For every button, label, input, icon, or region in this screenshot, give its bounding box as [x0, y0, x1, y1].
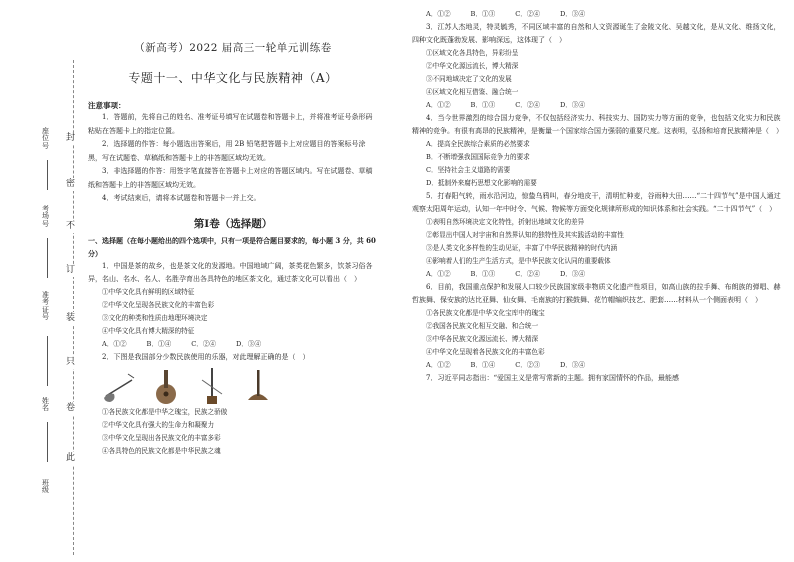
- exam-title: （新高考）2022 届高三一轮单元训练卷: [134, 42, 332, 54]
- erhu-instrument-image: [194, 366, 230, 406]
- choice: D．③④: [560, 101, 586, 109]
- choice: D．③④: [560, 10, 586, 18]
- pipa-instrument-image: [148, 366, 184, 406]
- question-5-choices: [412, 268, 782, 281]
- choice: B．①③: [470, 10, 496, 18]
- fill-line: [47, 160, 48, 190]
- choice: A．①②: [426, 361, 451, 369]
- left-column: [88, 8, 378, 458]
- choice: C．②④: [515, 101, 541, 109]
- choice: D．③④: [236, 339, 262, 348]
- choice: D．③④: [560, 361, 586, 369]
- question-4-option: A．提高全民族综合素质的必然要求: [426, 140, 530, 148]
- question-2-option: ②中华文化具有强大的生命力和凝聚力: [102, 420, 215, 429]
- question-3-choices: [412, 99, 782, 112]
- choice: B．①③: [470, 270, 496, 278]
- seal-word: 封: [66, 133, 76, 143]
- question-5-option: ②彰显出中国人对宇宙和自然界认知的独特性及其实践活动的丰富性: [426, 231, 624, 239]
- choice: A．①②: [426, 270, 451, 278]
- morin-khuur-instrument-image: [102, 366, 138, 406]
- choice: C．②④: [191, 339, 217, 348]
- choice: D．③④: [560, 270, 586, 278]
- field-class: 班级: [42, 479, 49, 495]
- question-5-stem: 5．打春阳气转，雨水沿河边，惊蛰乌鸦叫，春分地皮干，清明忙种麦，谷雨种大田……“二十四节气”是中国人通过观察太阳周年运动，认知一年中时令、气候、物候等方面变化规律所形成的知识体系和社会实践。“二十四节气”（ ）: [412, 192, 781, 213]
- question-4-option: B．不断增强我国国际竞争力的要求: [426, 153, 530, 161]
- question-5-option: ①表明自然环境决定文化特性，折射出地域文化的差异: [426, 218, 585, 226]
- question-3-option: ③不同地域决定了文化的发展: [426, 75, 512, 83]
- question-4-option: D．抵制外来腐朽思想文化影响的需要: [426, 179, 537, 187]
- notice-heading: 注意事项：: [88, 101, 126, 110]
- seal-word: 只: [66, 357, 76, 367]
- question-1-option: ④中华文化具有博大精深的特征: [102, 326, 195, 335]
- question-6-stem: 6．目前，我国重点保护和发展人口较少民族国家级非物质文化遗产性项目，如高山族的拉手舞、布朗族的弹唱、赫哲族舞、保安族的达比亚舞、仙女舞、毛南族的打猴鼓舞、花竹帽编织技艺、肥套……材料从一个侧面表明（ ）: [412, 283, 781, 304]
- choice: A．①②: [102, 339, 127, 348]
- seal-word: 密: [66, 179, 76, 189]
- question-2-option: ①各民族文化都是中华之瑰宝，民族之骄傲: [102, 407, 228, 416]
- fill-line: [47, 336, 48, 386]
- question-3-option: ①区域文化各具特色，异彩纷呈: [426, 49, 519, 57]
- choice: C．②④: [515, 10, 541, 18]
- seal-word: 不: [66, 221, 76, 231]
- question-3-option: ②中华文化源远流长，博大精深: [426, 62, 519, 70]
- question-2-choices: [412, 8, 782, 21]
- notice-item: 1．答题前，先将自己的姓名、准考证号填写在试题卷和答题卡上，并将准考证号条形码粘贴在答题卡上的指定位置。: [88, 113, 373, 135]
- question-2-stem: 2．下图是我国部分少数民族使用的乐器，对此理解正确的是（ ）: [102, 352, 310, 361]
- field-exam-room: 考场号: [42, 205, 49, 228]
- question-1-option: ①中华文化具有鲜明的区域特征: [102, 287, 195, 296]
- section-description: 一、选择题（在每小题给出的四个选项中，只有一项是符合题目要求的，每小题 3 分，共 60 分）: [88, 235, 376, 258]
- section-title: 第Ⅰ卷（选择题）: [193, 217, 273, 230]
- choice: B．①③: [470, 101, 496, 109]
- instrument-illustrations: [88, 366, 378, 406]
- fill-line: [47, 422, 48, 462]
- question-5-option: ③是人类文化多样性的生动见证，丰富了中华民族精神的时代内涵: [426, 244, 618, 252]
- seal-word: 卷: [66, 403, 76, 413]
- question-6-option: ②我国各民族文化相互交融、和合统一: [426, 322, 539, 330]
- choice: C．②④: [515, 270, 541, 278]
- question-6-option: ④中华文化呈现着各民族文化的丰富色彩: [426, 348, 545, 356]
- choice: B．①④: [146, 339, 172, 348]
- question-1-option: ②中华文化呈现各民族文化的丰富色彩: [102, 300, 215, 309]
- question-4-option: C．坚持社会主义道路的需要: [426, 166, 511, 174]
- notice-item: 4．考试结束后，请将本试题卷和答题卡一并上交。: [102, 194, 261, 202]
- question-3-stem: 3．江苏人杰地灵，特灵毓秀，不同区域丰富的自然和人文资源诞生了金陵文化、吴越文化，是从文化、维扬文化，四种文化既蓬勃发展、影响深远，这体现了（ ）: [412, 23, 781, 44]
- seal-word: 此: [66, 453, 76, 463]
- fill-line: [47, 238, 48, 278]
- question-6-option: ①各民族文化都是中华文化宝库中的瑰宝: [426, 309, 545, 317]
- choice: A．①②: [426, 10, 451, 18]
- notice-item: 2．选择题的作答：每小题选出答案后，用 2B 铅笔把答题卡上对应题目的答案标号涂黑，写在试题卷、草稿纸和答题卡上的非答题区域均无效。: [88, 140, 366, 162]
- choice: A．①②: [426, 101, 451, 109]
- choice: B．①④: [470, 361, 496, 369]
- question-4-stem: 4．当今世界激烈的综合国力竞争，不仅包括经济实力、科技实力、国防实力等方面的竞争，也包括文化实力和民族精神的竞争。有很有高昂的民族精神，是衡量一个国家综合国力强弱的重要尺度。这表明，弘扬和培育民族精神是（ ）: [412, 114, 783, 135]
- exam-subtitle: 专题十一、中华文化与民族精神（A）: [128, 71, 338, 85]
- question-1-option: ③文化的种类和性质由地理环境决定: [102, 313, 208, 322]
- question-2-option: ③中华文化呈现出各民族文化的丰富多彩: [102, 433, 221, 442]
- seal-word: 装: [66, 313, 76, 323]
- question-3-option: ④区域文化相互借鉴、融合统一: [426, 88, 519, 96]
- question-6-choices: [412, 359, 782, 372]
- field-seat-number: 座位号: [42, 127, 49, 150]
- question-2-option: ④各具特色的民族文化都是中华民族之魂: [102, 446, 221, 455]
- question-6-option: ③中华各民族文化源远流长、博大精深: [426, 335, 539, 343]
- choice: C．②③: [515, 361, 541, 369]
- dombra-instrument-image: [240, 366, 276, 406]
- question-7-stem: 7．习近平同志指出：“爱国主义是常写常新的主题。拥有家国情怀的作品，最能感: [426, 374, 680, 382]
- field-name: 姓名: [42, 397, 49, 413]
- notice-item: 3．非选择题的作答：用签字笔直接答在答题卡上对应的答题区域内。写在试题卷、草稿纸和答题卡上的非答题区域均无效。: [88, 167, 373, 189]
- field-admission-number: 准考证号: [42, 291, 49, 322]
- question-1-stem: 1．中国是茶的故乡，也是茶文化的发源地。中国地域广阔，茶类花色繁多，饮茶习俗各异，名山、名水、名人、名胜孕育出各具特色的地区茶文化，通过茶文化可以看出（ ）: [88, 261, 373, 283]
- right-column: [412, 8, 782, 385]
- question-1-choices: [88, 338, 378, 351]
- question-5-option: ④影响着人们的生产生活方式，是中华民族文化认同的重要载体: [426, 257, 611, 265]
- seal-word: 订: [66, 265, 76, 275]
